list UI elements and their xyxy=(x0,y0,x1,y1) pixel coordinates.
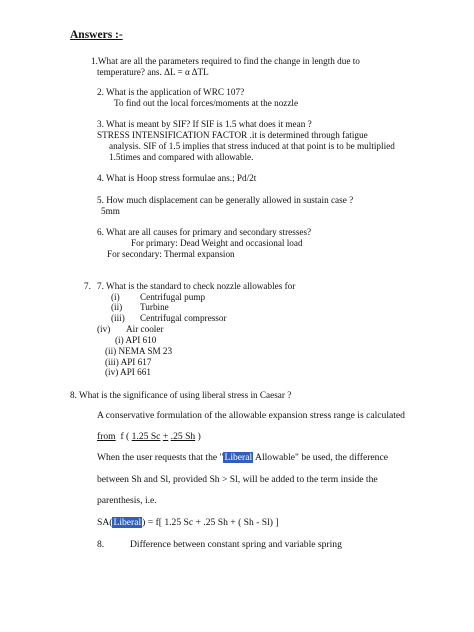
question-1-line-1: 1.What are all the parameters required to find the change in length due to xyxy=(91,56,360,66)
formula-part: ) xyxy=(197,431,201,442)
question-6: 6. What are all causes for primary and secondary stresses? xyxy=(97,227,312,237)
question-9: Difference between constant spring and variable spring xyxy=(130,539,342,550)
list-item-answer: (i) API 610 xyxy=(115,335,157,345)
formula-part: ) = f[ 1.25 Sc + .25 Sh + ( Sh - Sl) ] xyxy=(142,517,279,528)
text-segment: When the user requests that the " xyxy=(97,452,224,463)
question-7-number: 7. xyxy=(84,281,91,291)
formula-part: + xyxy=(162,431,169,442)
formula-allowable-range xyxy=(97,431,201,442)
highlighted-word: Liberal xyxy=(224,452,253,463)
list-item-text: Turbine xyxy=(140,302,169,312)
list-item-number: (iii) xyxy=(111,313,125,323)
formula-part: SA( xyxy=(97,517,113,528)
question-1-answer: temperature? ans. ΔL = α ΔTL xyxy=(97,67,209,77)
text-segment: Allowable" be used, the difference xyxy=(253,452,388,463)
question-3-answer-line-3: 1.5times and compared with allowable. xyxy=(109,152,254,162)
question-9-number: 8. xyxy=(97,539,105,550)
question-5: 5. How much displacement can be generally allowed in sustain case ? xyxy=(97,195,354,205)
question-8-paragraph-3: between Sh and Sl, provided Sh > Sl, will be added to the term inside the xyxy=(97,474,378,485)
question-6-answer-secondary: For secondary: Thermal expansion xyxy=(107,249,235,259)
list-item-number: (i) xyxy=(111,292,120,302)
question-3-answer-line-2: analysis. SIF of 1.5 implies that stress induced at that point is to be multiplied xyxy=(109,141,395,151)
list-item-text: Centrifugal compressor xyxy=(140,313,227,323)
formula-part: 1.25 Sc xyxy=(131,431,161,442)
list-item-answer: (iv) API 661 xyxy=(105,367,151,377)
page-title: Answers :- xyxy=(70,29,123,41)
highlighted-word: Liberal xyxy=(113,517,142,528)
question-5-answer: 5mm xyxy=(101,206,120,216)
formula-part: f ( xyxy=(120,431,130,442)
question-2: 2. What is the application of WRC 107? xyxy=(97,87,245,97)
question-7: 7. What is the standard to check nozzle allowables for xyxy=(97,281,296,291)
from-word: from xyxy=(97,431,116,442)
question-8-paragraph-1: A conservative formulation of the allowable expansion stress range is calculated xyxy=(97,410,405,421)
list-item-number: (ii) xyxy=(111,302,123,312)
list-item-text: Air cooler xyxy=(126,324,164,334)
question-8-paragraph-4: parenthesis, i.e. xyxy=(97,495,157,506)
question-6-answer-primary: For primary: Dead Weight and occasional load xyxy=(131,238,303,248)
formula-liberal-allowable xyxy=(97,517,279,528)
list-item-text: Centrifugal pump xyxy=(140,292,206,302)
formula-part: .25 Sh xyxy=(170,431,196,442)
list-item-answer: (ii) NEMA SM 23 xyxy=(105,346,173,356)
question-3-answer-line-1: STRESS INTENSIFICATION FACTOR .it is determined through fatigue xyxy=(97,130,368,140)
question-4: 4. What is Hoop stress formulae ans.; Pd/2t xyxy=(97,173,257,183)
question-3: 3. What is meant by SIF? If SIF is 1.5 what does it mean ? xyxy=(97,119,312,129)
question-8: 8. What is the significance of using liberal stress in Caesar ? xyxy=(70,390,292,400)
question-8-paragraph-2 xyxy=(97,452,388,463)
question-2-answer: To find out the local forces/moments at the nozzle xyxy=(114,98,299,108)
list-item-number: (iv) xyxy=(97,324,111,334)
list-item-answer: (iii) API 617 xyxy=(105,357,152,367)
